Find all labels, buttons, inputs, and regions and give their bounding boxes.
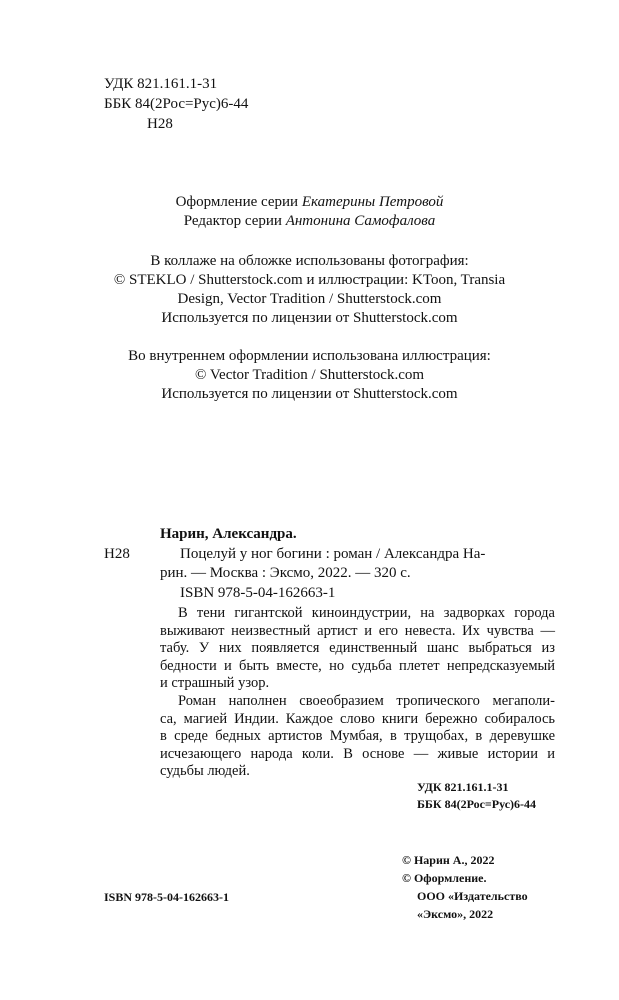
annotation-line: В тени гигантской киноиндустрии, на задворках города <box>178 605 555 621</box>
series-design-line <box>0 193 619 211</box>
cover-credit-line: Используется по лицензии от Shutterstock.com <box>161 310 458 326</box>
series-editor-name: Антонина Самофалова <box>285 213 436 229</box>
cover-credit-line: В коллаже на обложке использованы фотография: <box>150 253 469 269</box>
catalog-title-line: Поцелуй у ног богини : роман / Александра На- <box>180 546 486 562</box>
interior-credit-line: © Vector Tradition / Shutterstock.com <box>194 367 425 383</box>
interior-credit-line: Используется по лицензии от Shutterstock.com <box>161 386 458 402</box>
annotation-paragraph-1 <box>160 605 555 693</box>
series-editor-prefix: Редактор серии <box>183 213 286 229</box>
interior-credit-line: Во внутреннем оформлении использована иллюстрация: <box>128 348 491 364</box>
bbk-code-small: ББК 84(2Рос=Рус)6-44 <box>417 797 537 811</box>
annotation-line: выживают неизвестный артист и его невеста. Их чувства — <box>160 622 555 639</box>
series-editor-line <box>0 212 619 230</box>
copyright-author: © Нарин А., 2022 <box>402 853 495 867</box>
annotation-line: бедности и быть вместе, но судьба плетет непредсказуемый <box>160 657 555 674</box>
series-design-name: Екатерины Петровой <box>301 194 444 210</box>
annotation-line: судьбы людей. <box>160 763 250 779</box>
cover-credit-line: © STEKLO / Shutterstock.com и иллюстрации: KToon, Transia <box>113 272 506 288</box>
author-mark-top: Н28 <box>147 116 173 132</box>
udk-code-small: УДК 821.161.1-31 <box>417 780 509 794</box>
isbn-bottom: ISBN 978-5-04-162663-1 <box>104 890 229 904</box>
bbk-code: ББК 84(2Рос=Рус)6-44 <box>104 96 249 112</box>
catalog-author-heading: Нарин, Александра. <box>160 526 297 542</box>
catalog-author-mark: Н28 <box>104 546 130 562</box>
annotation-line: и страшный узор. <box>160 675 270 691</box>
cover-credit-line: Design, Vector Tradition / Shutterstock.com <box>177 291 442 307</box>
annotation-line: в среде бедных артистов Мумбая, в трущобах, в деревушке <box>160 728 555 744</box>
catalog-title-line: рин. — Москва : Эксмо, 2022. — 320 с. <box>160 565 411 581</box>
annotation-line: табу. У них появляется единственный шанс выбраться из <box>160 640 555 656</box>
annotation-line: Роман наполнен своеобразием тропического мегаполи- <box>178 693 555 709</box>
copyright-publisher: «Эксмо», 2022 <box>417 907 494 921</box>
annotation-paragraph-2 <box>160 693 555 781</box>
udk-code: УДК 821.161.1-31 <box>104 76 218 92</box>
series-design-prefix: Оформление серии <box>175 194 302 210</box>
annotation-line: са, магией Индии. Каждое слово книги бережно собиралось <box>160 710 555 727</box>
catalog-isbn: ISBN 978-5-04-162663-1 <box>180 585 336 601</box>
copyright-publisher: ООО «Издательство <box>417 889 528 903</box>
copyright-design: © Оформление. <box>402 871 487 885</box>
annotation-line: исчезающего народа коли. В основе — живые истории и <box>160 745 555 762</box>
